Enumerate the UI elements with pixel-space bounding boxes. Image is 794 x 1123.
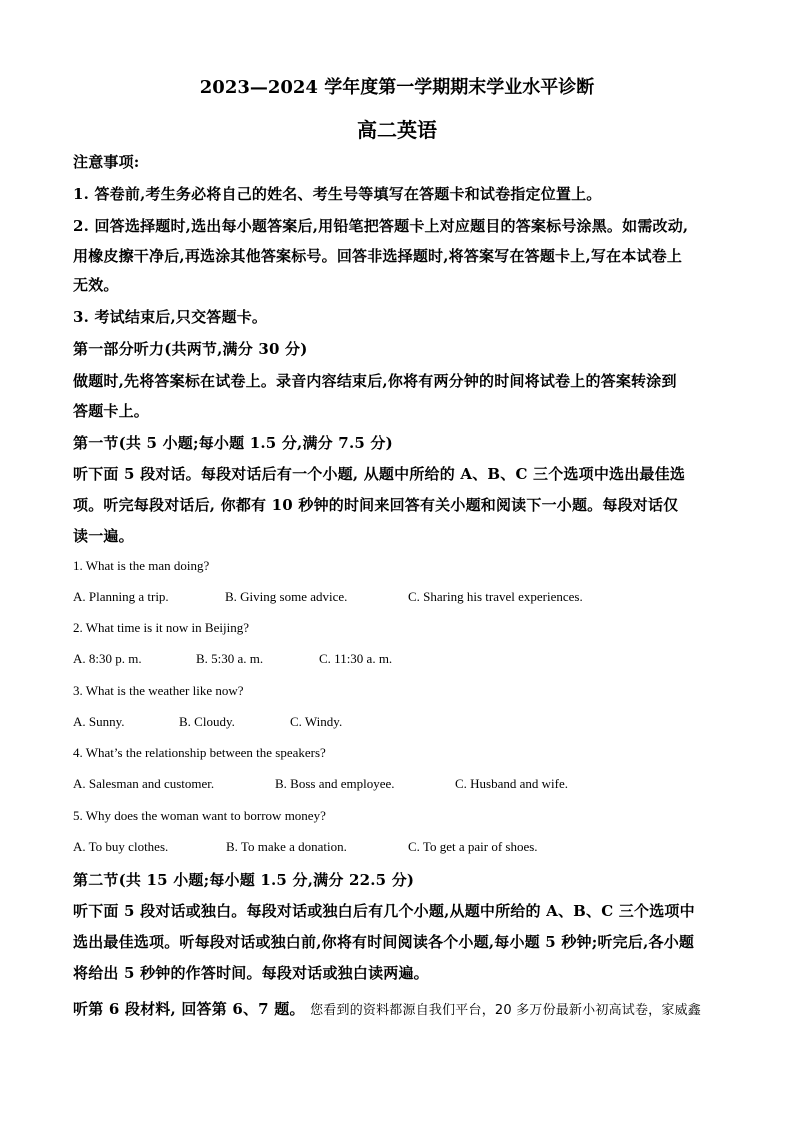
question-2-option-c: C. 11:30 a. m. <box>319 651 393 666</box>
notice-item-2-line-2: 用橡皮擦干净后,再选涂其他答案标号。回答非选择题时,将答案写在答题卡上,写在本试卷上 <box>73 247 683 265</box>
section2-instruction-line-3: 将给出 5 秒钟的作答时间。每段对话或独白读两遍。 <box>73 964 429 982</box>
section2-instruction-line-1: 听下面 5 段对话或独白。每段对话或独白后有几个小题,从题中所给的 A、B、C 三个选项中 <box>73 902 695 920</box>
material-6-instruction: 听第 6 段材料, 回答第 6、7 题。 <box>73 1000 305 1018</box>
page-subtitle: 高二英语 <box>357 118 437 142</box>
question-4-option-b: B. Boss and employee. <box>275 776 395 791</box>
part1-instruction-line-1: 做题时,先将答案标在试卷上。录音内容结束后,你将有两分钟的时间将试卷上的答案转涂到 <box>73 372 677 390</box>
question-4: 4. What’s the relationship between the speakers? <box>73 745 326 760</box>
notice-item-2-line-3: 无效。 <box>73 276 119 294</box>
question-3-option-c: C. Windy. <box>290 714 343 729</box>
section1-heading: 第一节(共 5 小题;每小题 1.5 分,满分 7.5 分) <box>73 434 393 452</box>
question-1: 1. What is the man doing? <box>73 558 210 573</box>
part1-instruction-line-2: 答题卡上。 <box>73 402 150 420</box>
notice-heading: 注意事项: <box>73 153 140 171</box>
promo-text: 您看到的资料都源自我们平台，20 多万份最新小初高试卷，家威鑫 <box>310 1003 701 1018</box>
section2-material-6-line <box>73 998 701 1019</box>
question-5: 5. Why does the woman want to borrow money? <box>73 808 326 823</box>
section1-instruction-line-2: 项。听完每段对话后, 你都有 10 秒钟的时间来回答有关小题和阅读下一小题。每段对话仅 <box>73 496 679 514</box>
question-2-option-a: A. 8:30 p. m. <box>73 651 142 666</box>
section2-heading: 第二节(共 15 小题;每小题 1.5 分,满分 22.5 分) <box>73 871 415 889</box>
section1-instruction-line-1: 听下面 5 段对话。每段对话后有一个小题, 从题中所给的 A、B、C 三个选项中选出最佳选 <box>73 465 686 483</box>
notice-item-3: 3. 考试结束后,只交答题卡。 <box>73 308 268 326</box>
page-title: 2023—2024 学年度第一学期期末学业水平诊断 <box>199 77 595 98</box>
notice-item-2-line-1: 2. 回答选择题时,选出每小题答案后,用铅笔把答题卡上对应题目的答案标号涂黑。如需改动, <box>73 217 689 235</box>
question-3: 3. What is the weather like now? <box>73 683 244 698</box>
question-5-option-b: B. To make a donation. <box>226 839 347 854</box>
question-2-option-b: B. 5:30 a. m. <box>196 651 264 666</box>
question-5-option-a: A. To buy clothes. <box>73 839 169 854</box>
notice-item-1: 1. 答卷前,考生务必将自己的姓名、考生号等填写在答题卡和试卷指定位置上。 <box>73 185 602 203</box>
question-5-option-c: C. To get a pair of shoes. <box>408 839 538 854</box>
question-1-option-a: A. Planning a trip. <box>73 589 169 604</box>
question-2: 2. What time is it now in Beijing? <box>73 620 249 635</box>
section2-instruction-line-2: 选出最佳选项。听每段对话或独白前,你将有时间阅读各个小题,每小题 5 秒钟;听完后,各小题 <box>73 933 695 951</box>
question-4-option-c: C. Husband and wife. <box>455 776 569 791</box>
section1-instruction-line-3: 读一遍。 <box>73 527 134 545</box>
question-3-option-b: B. Cloudy. <box>179 714 235 729</box>
question-3-option-a: A. Sunny. <box>73 714 125 729</box>
question-1-option-b: B. Giving some advice. <box>225 589 348 604</box>
part1-heading: 第一部分听力(共两节,满分 30 分) <box>73 340 308 358</box>
question-1-option-c: C. Sharing his travel experiences. <box>408 589 583 604</box>
question-4-option-a: A. Salesman and customer. <box>73 776 215 791</box>
